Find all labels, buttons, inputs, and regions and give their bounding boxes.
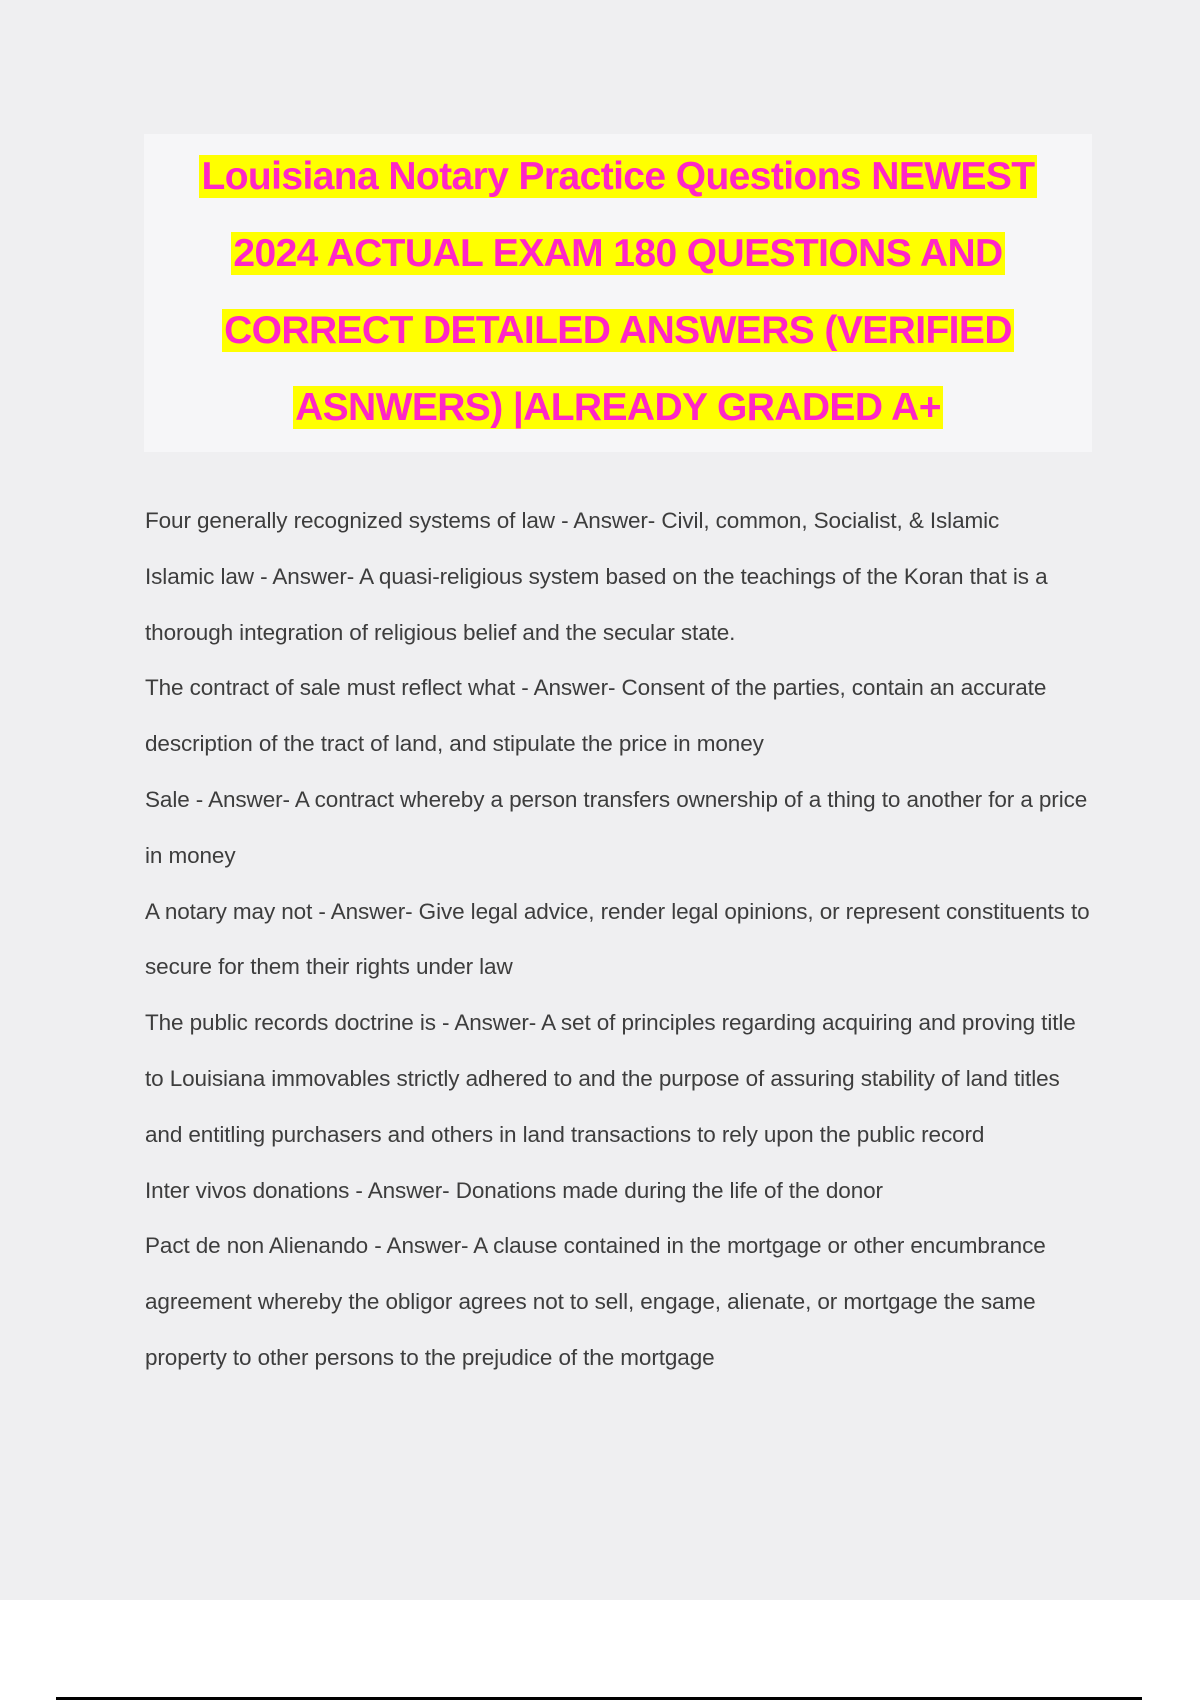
qa-entry: The contract of sale must reflect what - Answer- Consent of the parties, contain an accurate description of the tract of land, and stipulate the price in money [145,675,1047,757]
question-answer-list [145,493,1095,1386]
title-line-text: Louisiana Notary Practice Questions NEWEST [201,155,1035,198]
qa-entry: Pact de non Alienando - Answer- A clause contained in the mortgage or other encumbrance agreement whereby the obligor agrees not to sell, engage, alienate, or mortgage the same property to other persons to the prejudice of the mortgage [145,1233,1046,1370]
document-title [144,134,1092,452]
title-line [144,138,1092,215]
title-line-text: ASNWERS) |ALREADY GRADED A+ [295,386,941,429]
qa-entry: Inter vivos donations - Answer- Donations made during the life of the donor [145,1177,883,1203]
qa-entry: A notary may not - Answer- Give legal advice, render legal opinions, or represent constituents to secure for them their rights under law [145,898,1090,980]
qa-entry: Sale - Answer- A contract whereby a person transfers ownership of a thing to another for a price in money [145,786,1088,868]
title-line-text: CORRECT DETAILED ANSWERS (VERIFIED [224,309,1012,352]
title-line-text: 2024 ACTUAL EXAM 180 QUESTIONS AND [233,232,1003,275]
qa-entry: The public records doctrine is - Answer- A set of principles regarding acquiring and proving title to Louisiana immovables strictly adhered to and the purpose of assuring stability of land titles and entitling purchasers and others in land transactions to rely upon the public record [145,1010,1076,1147]
title-line [144,369,1092,446]
qa-entry: Four generally recognized systems of law - Answer- Civil, common, Socialist, & Islamic [145,508,1000,533]
qa-entry: Islamic law - Answer- A quasi-religious system based on the teachings of the Koran that is a thorough integration of religious belief and the secular state. [145,563,1048,645]
title-line [144,292,1092,369]
title-line [144,215,1092,292]
